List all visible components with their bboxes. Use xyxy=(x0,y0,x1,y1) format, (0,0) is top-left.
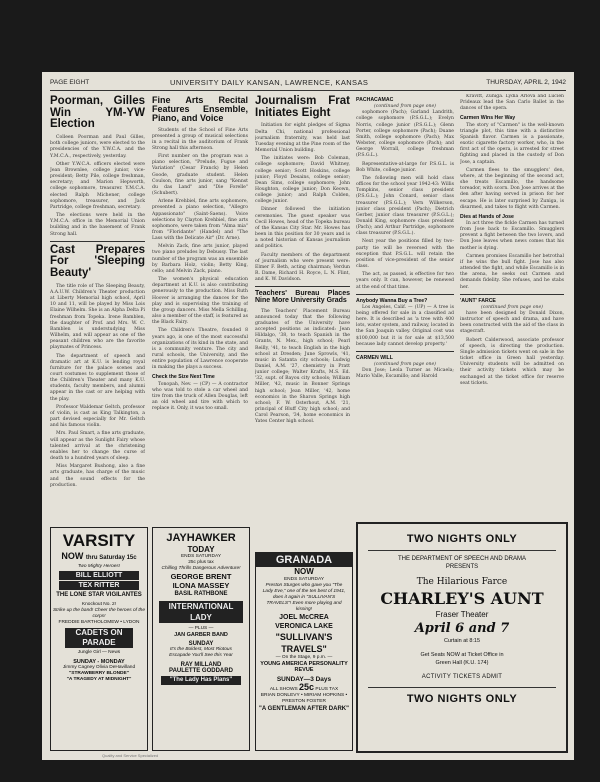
ad-now: NOW xyxy=(294,567,314,576)
ad-line: — On the Stage, 9 p.m. — xyxy=(275,655,333,660)
ad-varsity xyxy=(50,527,148,751)
ad-line: ENDS SATURDAY xyxy=(180,554,222,559)
divider xyxy=(460,294,564,295)
divider xyxy=(356,351,454,352)
ad-price: 25c xyxy=(299,682,315,692)
ad-line: SUNDAY - MONDAY xyxy=(73,659,125,665)
ad-line: Chilling Thrills Dangerous Adventure! xyxy=(161,566,241,571)
column-2 xyxy=(152,94,248,594)
article-text: Carmen flees to the smugglers' den, where, at the beginning of the second act, she treats Escamillo, the handsome toreador, with scorn. Don Jose arrives at the den after having served in prison for her escape. He is later surprised by Zuniga, is disarmed, and takes to flight with Carmen. xyxy=(460,167,564,210)
article-text: Professor Waldemar Geltch, professor of violin, is cast as King Talkington, a part devised especially for Mr. Geltch and his famous violin. xyxy=(50,404,145,429)
article-text: The title role of The Sleeping Beauty, A.A.U.W. Children's Theater production at Liberty Memorial high school, April 10 and 11, will be played by Miss Lois Elaine Wilhelm. She is an Alpha Delta Pi freshman from Topeka. Irene Bamblen, the daughter of Prof. and Mrs. W. C. Bamblen is understudying Miss Wilhelm, and will appear as one of the peasant children who are the favorite playmates of Princess. xyxy=(50,283,145,351)
headline-tree: Anybody Wanna Buy a Tree? xyxy=(356,297,428,304)
ad-line: Knockout No. 2! xyxy=(81,602,117,607)
ad-line: "STRAWBERRY BLONDE" xyxy=(69,671,129,676)
continued-note: (continued from page one) xyxy=(374,104,436,110)
ad-line: THE LONE STAR VIGILANTES xyxy=(56,592,142,598)
ad-line: "SULLIVAN'S TRAVELS" xyxy=(275,632,333,654)
page-number: PAGE EIGHT xyxy=(50,79,90,86)
ad-line: Strike up the band! Cheer the heroes of the corps! xyxy=(52,608,145,619)
continued-note: (continued from page one) xyxy=(481,304,543,310)
article-text: Don Jose; Leola Turner as Micaela; Mario Valle, Escamillo; and Harold xyxy=(356,368,454,380)
ad-top: TWO NIGHTS ONLY xyxy=(406,533,518,545)
article-text: Melvin Zack, fine arts junior, played two piano preludes by Debussy. The last number of the program was an ensemble by Barbara Holz, violin; Betty King, cello; and Melvin Zack, piano. xyxy=(152,244,248,274)
ad-all-shows: ALL SHOWS xyxy=(269,687,298,692)
ad-line: BASIL RATHBONE xyxy=(174,591,228,597)
article-text: The story of "Carmen" is the well-known triangle plot, this time with a distinctive Spanish flavor. Carmen is a passionate, exotic cigarette factory worker, who, in the first act of the opera, is arrested for street fighting and placed in the custody of Don Jose, a captain. xyxy=(460,122,564,165)
ad-line: Jimmy Cagney Olivia DeHavilland xyxy=(62,665,136,670)
ad-title: JAYHAWKER xyxy=(166,532,236,544)
headline-sleeping-beauty: Cast Prepares For 'Sleeping Beauty' xyxy=(50,243,145,280)
headline-poorman: Poorman, Gilles Win YM-YW Election xyxy=(50,95,145,131)
masthead: UNIVERSITY DAILY KANSAN, LAWRENCE, KANSAS xyxy=(170,78,369,87)
article-text: Initiation for eight pledges of Sigma Delta Chi, national professional journalism fraternity, was held last Tuesday evening at the Pine room of the Memorial Union building. xyxy=(255,123,350,154)
article-text: Arlene Krehbiel, fine arts sophomore, presented a piano selection, "Allegro Appassionato" (Saint-Saens). Voice selections by Clayton Krehbiel, fine arts sophomore, were taken from "Alma mia" from "Floridante" (Handel) and "The Lass with the Delicate Air" (Dr. Arne). xyxy=(152,199,248,242)
article-text: Carmen promises Escamillo her betrothal if he wins the bull fight. Jose has also attended the fight, and while Escamillo is in the arena, he seeks out Carmen and demands fidelity. She refuses, and he stabs her. xyxy=(460,253,564,290)
ad-dates: April 6 and 7 xyxy=(414,621,510,636)
continued-head: CARMEN WILL xyxy=(356,354,393,361)
article-text: The elections were held in the Y.M.C.A. office in the Memorial Union building and in the basement of Frank Strong hall. xyxy=(50,213,145,237)
ad-title: GRANADA xyxy=(256,553,352,567)
ad-jayhawker xyxy=(152,527,250,751)
ad-line: "A GENTLEMAN AFTER DARK" xyxy=(259,706,349,712)
ad-line: Jungle Girl — News xyxy=(77,650,121,655)
ad-line: JAN GARBER BAND xyxy=(174,632,228,638)
article-text: Next year the positions filled by two-party tie will be reversed with the exception that P.S.G.L. will retain the position of vice-president of the senior class. xyxy=(356,239,454,270)
ad-plus-tax: PLUS TAX xyxy=(315,687,339,692)
article-text: Colleen Poorman and Paul Gilles, both college juniors, were elected to the presidencies of the Y.W.C.A. and the Y.M.C.A., respectively, yesterday. xyxy=(50,135,145,159)
ad-line: — PLUS — xyxy=(188,626,214,631)
ad-line: Preston Sturges who gave you "The Lady Eve," one of the ten best of 1941, does it again in "SULLIVAN'S TRAVELS"! Even more playing and kissing! xyxy=(262,583,346,612)
ad-price-line xyxy=(256,684,352,693)
ad-line: FREDDIE BARTHOLOMEW • LYDON xyxy=(58,620,140,625)
newspaper-page xyxy=(42,72,574,760)
ad-granada xyxy=(255,552,353,751)
subhead-carmen: Carmen Wins Her Way xyxy=(460,115,516,122)
ad-title: VARSITY xyxy=(62,531,136,550)
ad-now-line xyxy=(51,551,147,564)
headline-fine-arts: Fine Arts Recital Features Ensemble, Piano, and Voice xyxy=(152,95,248,124)
divider xyxy=(368,687,556,688)
article-text: Tonopah, Nev. — (CP) — A contractor who was told to stole a car wheel and tire from the truck of Allen Douglas, left an old wheel and tire with which to replace it. Only, it was too small. xyxy=(152,381,248,412)
ad-line: ENDS SATURDAY xyxy=(283,577,325,582)
ad-line: GEORGE BRENT xyxy=(170,572,232,581)
ad-line: Get Seats NOW at Ticket Office in xyxy=(420,652,504,658)
article-text: The women's physical education department at K.U. is also contributing generously to the production. Miss Ruth Hoover is arranging the dances for the play and is supervising the training of the group dancers. Miss Mella Schilling, also a member of the staff, is featured as the Black Fairy. xyxy=(152,277,248,326)
ad-today: TODAY xyxy=(187,545,215,554)
column-4 xyxy=(356,94,454,538)
article-text: Mrs. Paul Smart, a fine arts graduate, will appear as the Sunlight Fairy whose talented arrival at the christening enables her to change the curse of death to a hundred years of sleep. xyxy=(50,431,145,462)
issue-date: THURSDAY, APRIL 2, 1942 xyxy=(486,79,566,86)
article-text: The initiates were: Bob Coleman, college sophomore; David Whitney, college senior; Scott Hoskins, college junior; Floyd Desains, college senior; Dean Sims, college sophomore; John Houghton, college junior; Don Keown, college junior; and Ralph Colden, college junior. xyxy=(255,156,350,205)
ad-line: "The Lady Has Plans" xyxy=(161,676,241,685)
page-header xyxy=(50,78,566,91)
continued-note: (continued from page one) xyxy=(374,362,436,368)
column-1 xyxy=(50,94,145,594)
ad-charleys-aunt xyxy=(356,522,568,753)
ad-line: PAULETTE GODDARD xyxy=(169,668,233,674)
ad-line: RAY MILLAND xyxy=(180,662,222,668)
ad-line: ACTIVITY TICKETS ADMIT xyxy=(421,674,503,680)
ad-line: BRIAN DONLEVY • MIRIAM HOPKINS • PRESTON FOSTER xyxy=(260,693,348,704)
ad-play-title: CHARLEY'S AUNT xyxy=(380,589,544,608)
ad-price: thru Saturday 15c xyxy=(85,555,137,561)
ad-line: INTERNATIONAL LADY xyxy=(159,601,243,623)
article-text: The following men will hold class offices for the school year 1942-43: Willis Tompkins, senior class president (P.S.G.L.); John Conard, senior class treasurer (P.S.G.L.); Vern Wilkerson, junior class president (Pach); Dietrich Gerber, junior class treasurer (P.S.G.L.); Donald King, sophomore class president (Pach); and Arthur Partridge, sophomore class treasurer (P.S.G.L.). xyxy=(356,175,454,237)
ad-line: Two Mighty Heroes! xyxy=(77,564,121,569)
article-text: The Children's Theatre, founded 8 years ago, is one of the most successful organizations of its kind in the state, and is a community venture. The city and rural schools, the University, and the entire population of Lawrence cooperate in making the plays a success. xyxy=(152,328,248,371)
article-text: sophomore (Pach); Garland Landrith, college sophomore (P.S.G.L.); Evelyn Norris, college junior (P.S.G.L.); Glenn Porter, college sophomore (Pach); Duane Smith, college sophomore (Pach); Max Webster, college sophomore (Pach); and George Worrall, college freshman (P.S.G.L.). xyxy=(356,110,454,159)
ad-line: It's the Boldest, Most Riotous Escapade You'll See this Year xyxy=(169,647,233,658)
subhead-check-size: Check the Size Next Time xyxy=(152,374,215,381)
article-text: have been designed by Donald Dixon, instructor of speech and drama, and have been constructed with the aid of the class in stagecraft. xyxy=(460,311,564,335)
divider xyxy=(368,550,556,551)
article-text: Students of the School of Fine Arts presented a group of musical selections in a recital in the auditorium of Frank Strong hall this afternoon. xyxy=(152,127,248,151)
article-text: The act, as passed, is effective for two years only. It can, however, be renewed at the end of that time. xyxy=(356,272,454,290)
ad-line: SUNDAY—3 Days xyxy=(276,676,332,683)
divider xyxy=(356,294,454,295)
ad-line: THE DEPARTMENT OF SPEECH AND DRAMA xyxy=(397,556,527,562)
divider xyxy=(255,286,350,287)
article-text: Miss Margaret Bushong, also a fine arts graduate, has charge of the music and the sound effects for the production. xyxy=(50,464,145,488)
article-text: Representative-at-large for P.S.G.L. is Bob White, college junior. xyxy=(356,161,454,173)
article-text: The Teachers' Placement Bureau announced today that the following graduates of the University have accepted positions as indicated: Jean Hildalgo, '38, to teach Spanish in the Grants, N. Mex., high school; Pearl Reilly, '41, to teach English in the high school at Dresden; June Sprowls, '41, music in Satanta city schools; Ludwig Daniel, A.M. '27, chemistry in Pratt junior college; Walter Krafts, M.S. Ed. '32, supt. of Bayou city schools; William Miller, '42, music in Bonner Springs high school; Jean Miller, '42, home economics in the Sharon Springs high school; F. W. Osterhout, A.M. '21, principal of Bluff City high school; and Carol Pearson, '34, home economics in Yates Center high school. xyxy=(255,308,350,425)
headline-teachers-bureau: Teachers' Bureau Places Nine More University Grads xyxy=(255,290,350,305)
column-5 xyxy=(460,94,564,538)
ad-line: JOEL McCREA xyxy=(279,614,329,621)
ad-line: BILL ELLIOTT xyxy=(59,571,139,580)
ad-line: SUNDAY xyxy=(188,641,214,647)
ad-line: TEX RITTER xyxy=(59,581,139,590)
continued-head: 'AUNT' FARCE xyxy=(460,297,496,304)
ad-line: VERONICA LAKE xyxy=(275,623,333,630)
ad-line: 25c plus tax xyxy=(188,560,214,565)
ad-line: ILONA MASSEY xyxy=(172,581,230,590)
article-text: Los Angeles, Calif. — (UP) — A tree is being offered for sale in a classified ad here. It is described as 'a tree with 400 lots, water system, and railway, located in the San Joaquin valley. Original cost was $100,000 but it is for sale at $13,500 because lady cannot develop property.' xyxy=(356,304,454,347)
article-text: Dinner followed the initiation ceremonies. The guest speaker was Cecil Howes, head of the Topeka bureau of the Kansas City Star. Mr. Howes has been in this position for 30 years and is a noted historian of Kansas journalism and politics. xyxy=(255,207,350,250)
ad-line: YOUNG AMERICA PERSONALITY REVUE xyxy=(260,661,348,673)
footer-stamp: Quality and Service Specialized xyxy=(102,753,159,758)
ad-line: The Hilarious Farce xyxy=(416,577,508,587)
ad-line: CADETS ON PARADE xyxy=(65,628,133,648)
article-text: First number on the program was a piano selection, "Prelude, Fugue and Variation" (Cesar Franck) by Helen Goode, graduate student. Helen Coulson, fine arts junior, sang "Kennst du das Land" and "Die Forelle" (Schubert). xyxy=(152,154,248,197)
article-text: Faculty members of the department of journalism who were present were: Elmer F. Beth, acting chairman; Verdun R. Dame, Richard H. Royce, L. N. Flint, and K. W. Davidson. xyxy=(255,252,350,283)
article-text: Kravitt, Zuniga. Lydia Arlova and Lucien Prideaux lead the San Carlo Ballet in the dances of the opera. xyxy=(460,94,564,112)
article-text: In act three the fickle Carmen has turned from Jose back to Escamillo. Smugglers prevent a fight between the two lovers, and Don Jose leaves when news comes that his mother is dying. xyxy=(460,220,564,251)
article-text: The department of speech and dramatic art at K.U. is lending royal furniture for the palace scenes and court costumes to supplement those of the Children's Theater and many K.U. students, faculty members, and alumni appear in the cast or are helping with the play. xyxy=(50,353,145,402)
ad-now: NOW xyxy=(61,551,84,561)
column-3 xyxy=(255,94,350,556)
article-text: Other Y.W.C.A. officers elected were Jean Brownlee, college junior, vice-president; Betty Pile, college freshman, secretary; and Marion Hepworth, college sophomore, treasurer. Y.M.C.A. elected Ralph Michener, college sophomore, treasurer, and Jack Partridge, college freshman, secretary. xyxy=(50,161,145,210)
headline-journalism: Journalism Frat Initiates Eight xyxy=(255,95,350,119)
continued-head: PACHACAMAC xyxy=(356,97,394,103)
ad-bottom: TWO NIGHTS ONLY xyxy=(406,693,518,705)
article-text: Robert Calderwood, associate professor of speech, is directing the production. Single admission tickets went on sale in the ticket office in Green hall yesterday. University students will be admitted on their activity tickets which may be exchanged at the ticket office for reserve seat tickets. xyxy=(460,337,564,386)
ad-line: PRESENTS xyxy=(445,564,479,570)
subhead-jose: Dies at Hands of Jose xyxy=(460,213,514,220)
ad-line: Fraser Theater xyxy=(435,610,489,619)
divider xyxy=(50,241,145,242)
ad-line: "A TRAGEDY AT MIDNIGHT" xyxy=(66,677,132,682)
ad-line: Green Hall (K.U. 174) xyxy=(435,660,489,666)
ad-line: Curtain at 8:15 xyxy=(443,638,481,644)
